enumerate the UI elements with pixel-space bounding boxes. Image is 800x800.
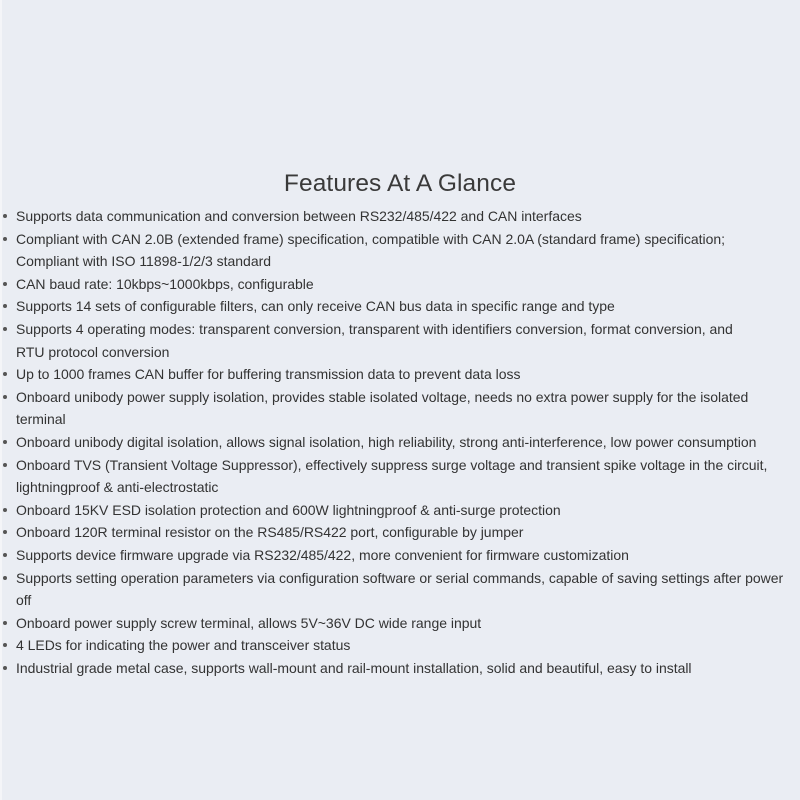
feature-item — [0, 273, 800, 296]
feature-item — [0, 318, 800, 363]
bullet-icon — [3, 327, 7, 331]
feature-item — [0, 544, 800, 567]
bullet-icon — [3, 372, 7, 376]
feature-text: Onboard TVS (Transient Voltage Suppressor), effectively suppress surge voltage and transient spike voltage in the circuit, lightningproof & anti-electrostatic — [16, 456, 768, 496]
bullet-icon — [3, 621, 7, 625]
bullet-icon — [3, 440, 7, 444]
feature-text: Supports setting operation parameters via configuration software or serial commands, capable of saving settings after power off — [16, 569, 784, 609]
feature-text: Onboard power supply screw terminal, allows 5V~36V DC wide range input — [16, 614, 482, 631]
bullet-icon — [3, 395, 7, 399]
feature-item — [0, 205, 800, 228]
features-list — [0, 205, 800, 679]
bullet-icon — [3, 576, 7, 580]
feature-text: Onboard unibody power supply isolation, provides stable isolated voltage, needs no extra power supply for the isolated terminal — [16, 388, 749, 428]
bullet-icon — [3, 214, 7, 218]
feature-item — [0, 386, 800, 431]
bullet-icon — [3, 530, 7, 534]
bullet-icon — [3, 237, 7, 241]
feature-item — [0, 634, 800, 657]
feature-text: Onboard 120R terminal resistor on the RS485/RS422 port, configurable by jumper — [16, 524, 524, 541]
feature-text: Supports device firmware upgrade via RS232/485/422, more convenient for firmware customization — [16, 546, 629, 563]
feature-text: CAN baud rate: 10kbps~1000kbps, configurable — [16, 275, 314, 292]
feature-text: Supports 14 sets of configurable filters, can only receive CAN bus data in specific range and type — [16, 298, 615, 315]
feature-item — [0, 612, 800, 635]
feature-text: Onboard unibody digital isolation, allows signal isolation, high reliability, strong anti-interference, low power consumption — [16, 433, 757, 450]
feature-item — [0, 431, 800, 454]
bullet-icon — [3, 282, 7, 286]
feature-item — [0, 363, 800, 386]
feature-item — [0, 454, 800, 499]
page-title: Features At A Glance — [283, 170, 517, 197]
bullet-icon — [3, 508, 7, 512]
feature-item — [0, 295, 800, 318]
bullet-icon — [3, 304, 7, 308]
feature-text: Up to 1000 frames CAN buffer for buffering transmission data to prevent data loss — [16, 366, 521, 383]
bullet-icon — [3, 463, 7, 467]
feature-item — [0, 657, 800, 680]
feature-item — [0, 521, 800, 544]
feature-text: Industrial grade metal case, supports wall-mount and rail-mount installation, solid and beautiful, easy to install — [16, 659, 692, 676]
feature-item — [0, 228, 800, 273]
feature-item — [0, 567, 800, 612]
feature-text: Supports data communication and conversion between RS232/485/422 and CAN interfaces — [16, 208, 582, 224]
feature-text: Onboard 15KV ESD isolation protection and 600W lightningproof & anti-surge protection — [16, 501, 561, 518]
bullet-icon — [3, 553, 7, 557]
bullet-icon — [3, 643, 7, 647]
feature-text: 4 LEDs for indicating the power and transceiver status — [16, 637, 351, 654]
feature-text: Compliant with CAN 2.0B (extended frame) specification, compatible with CAN 2.0A (standard frame) specification; Compliant with ISO 11898-1/2/3 standard — [16, 230, 725, 270]
bullet-icon — [3, 666, 7, 670]
feature-item — [0, 499, 800, 522]
feature-text: Supports 4 operating modes: transparent conversion, transparent with identifiers conversion, format conversion, and RTU protocol conversion — [16, 320, 733, 360]
